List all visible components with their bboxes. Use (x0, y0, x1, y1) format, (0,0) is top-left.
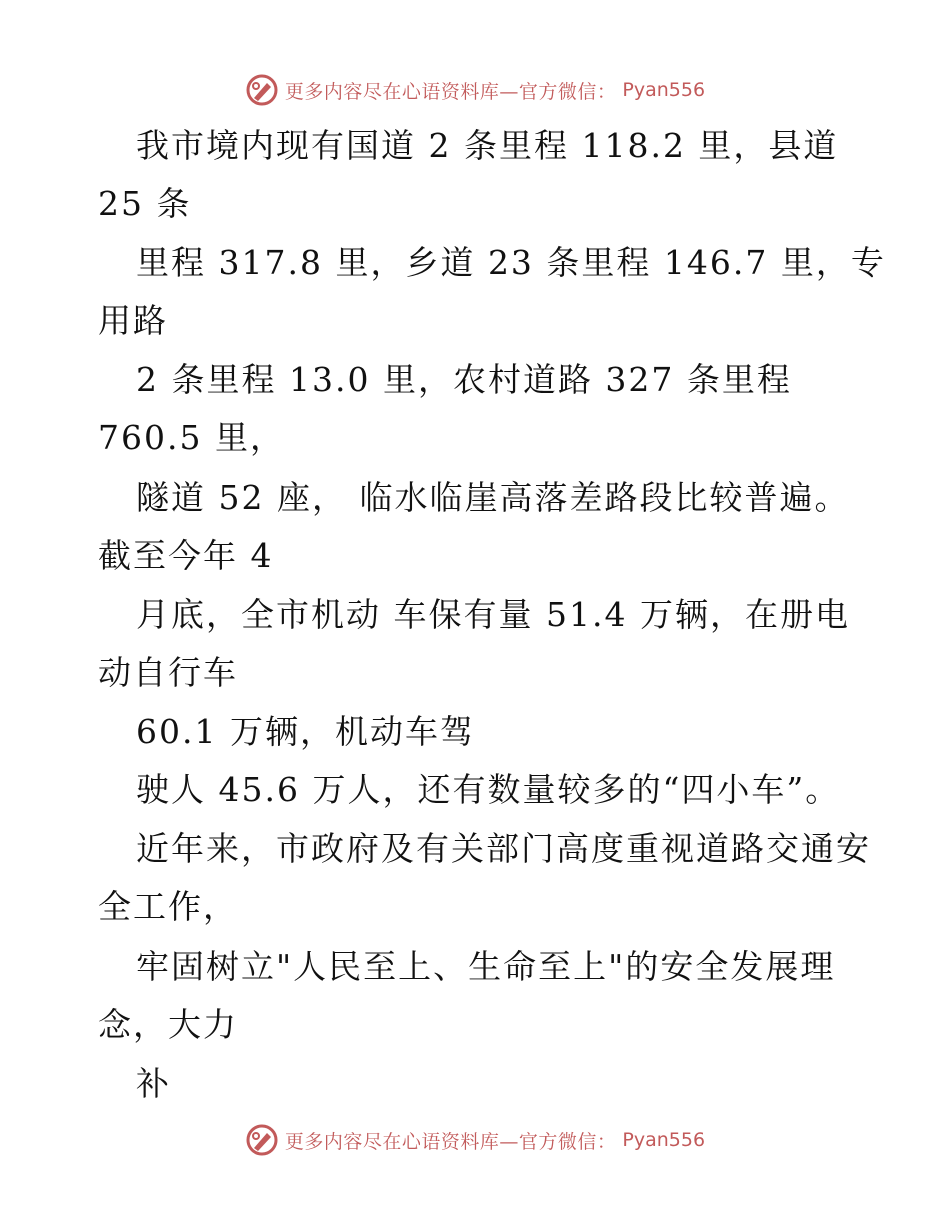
body-line: 用路 (98, 301, 168, 340)
body-line: 驶人 45.6 万人，还有数量较多的“四小车”。 (136, 770, 841, 809)
body-line: 隧道 52 座， 临水临崖高落差路段比较普遍。 (136, 478, 850, 517)
header-banner (0, 70, 950, 110)
body-line: 我市境内现有国道 2 条里程 118.2 里，县道 (136, 126, 839, 165)
body-line: 牢固树立"人民至上、生命至上"的安全发展理 (136, 947, 836, 986)
footer-banner-wechat: Pyan556 (622, 1129, 706, 1151)
body-line: 全工作， (98, 887, 238, 926)
body-line: 补 (136, 1064, 171, 1103)
footer-banner-text: 更多内容尽在心语资料库—官方微信： (284, 1130, 617, 1153)
body-line: 25 条 (98, 184, 192, 223)
body-line: 近年来，市政府及有关部门高度重视道路交通安 (136, 829, 871, 868)
header-banner-text: 更多内容尽在心语资料库—官方微信： (284, 80, 617, 103)
footer-banner (0, 1120, 950, 1160)
body-line: 760.5 里， (98, 418, 285, 457)
pen-logo-icon (245, 73, 279, 107)
body-line: 60.1 万辆，机动车驾 (136, 712, 475, 751)
body-line: 2 条里程 13.0 里，农村道路 327 条里程 (136, 360, 792, 399)
body-line: 里程 317.8 里，乡道 23 条里程 146.7 里，专 (136, 243, 886, 282)
body-line: 念，大力 (98, 1005, 238, 1044)
body-line: 动自行车 (98, 653, 238, 692)
header-banner-wechat: Pyan556 (622, 79, 706, 101)
body-line: 月底，全市机动 车保有量 51.4 万辆，在册电 (136, 595, 850, 634)
pen-logo-icon (245, 1123, 279, 1157)
body-line: 截至今年 4 (98, 536, 274, 575)
